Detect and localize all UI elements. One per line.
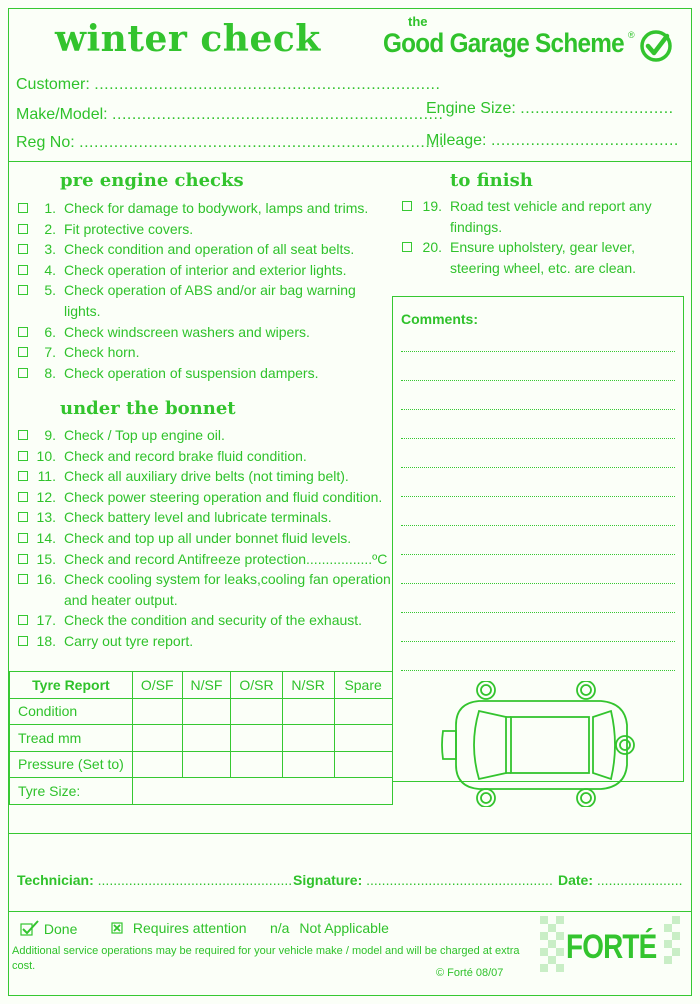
table-row: [10, 725, 393, 752]
table-cell[interactable]: [231, 725, 282, 752]
table-cell[interactable]: [182, 751, 231, 778]
item-text: Check and top up all under bonnet fluid levels.: [64, 530, 352, 546]
footer-note: Additional service operations may be required for your vehicle make / model and will be charged at extra cost.: [12, 945, 520, 972]
item-text: Check operation of suspension dampers.: [64, 364, 319, 381]
technician-field[interactable]: [17, 872, 292, 888]
checkbox[interactable]: [18, 512, 28, 522]
table-cell[interactable]: [334, 725, 392, 752]
item-number: 6.: [44, 323, 56, 340]
item-text: Carry out tyre report.: [64, 633, 194, 649]
item-number: 13.: [36, 509, 56, 526]
table-row: [10, 778, 393, 805]
item-text: Check all auxiliary drive belts (not timing belt).: [64, 468, 349, 485]
checkbox[interactable]: [18, 471, 28, 481]
row-label: Pressure (Set to): [10, 751, 133, 778]
comments-label: Comments:: [401, 311, 479, 327]
item-text: Check the condition and security of the exhaust.: [64, 612, 363, 629]
technician-label: Technician:: [17, 872, 94, 888]
table-header-cell: O/SR: [231, 672, 282, 699]
comment-line: [401, 554, 675, 555]
signature-field[interactable]: [293, 872, 553, 888]
item-text: Check battery level and lubricate terminals.: [64, 509, 332, 526]
item-text-continued: steering wheel, etc. are clean.: [450, 259, 636, 276]
row-label: Tyre Size:: [10, 778, 133, 805]
comment-line: [401, 380, 675, 381]
item-number: 5.: [44, 282, 56, 299]
item-number: 2.: [44, 220, 56, 237]
table-cell[interactable]: [182, 698, 231, 725]
table-cell[interactable]: [282, 725, 334, 752]
signature-dots: ................................................: [366, 872, 553, 888]
comment-line: [401, 351, 675, 352]
make-model-field[interactable]: [16, 106, 443, 124]
mileage-field[interactable]: [426, 132, 679, 150]
table-header-cell: N/SR: [282, 672, 334, 699]
checkbox[interactable]: [402, 242, 412, 252]
item-text: Check power steering operation and fluid condition.: [64, 488, 383, 505]
crossed-box-icon: [111, 922, 125, 934]
comment-line: [401, 525, 675, 526]
table-cell[interactable]: [132, 698, 182, 725]
checkbox[interactable]: [18, 430, 28, 440]
engine-size-dots: ...............................: [520, 100, 674, 117]
table-cell[interactable]: [182, 725, 231, 752]
item-text: Check horn.: [64, 344, 140, 361]
item-text: Check cooling system for leaks,cooling fan operation: [64, 571, 391, 588]
table-header-cell: Spare: [334, 672, 392, 699]
table-cell[interactable]: [231, 698, 282, 725]
make-model-label: Make/Model:: [16, 106, 108, 123]
item-number: 3.: [44, 241, 56, 258]
item-text-continued: findings.: [450, 218, 503, 235]
checkbox[interactable]: [18, 203, 28, 213]
tyre-divider: [9, 833, 691, 834]
checkbox[interactable]: [18, 244, 28, 254]
item-text: Check and record brake fluid condition.: [64, 447, 307, 464]
item-text-continued: lights.: [64, 302, 101, 319]
table-cell[interactable]: [231, 751, 282, 778]
table-cell[interactable]: [132, 725, 182, 752]
engine-size-field[interactable]: [426, 100, 674, 118]
item-text: Ensure upholstery, gear lever,: [450, 239, 635, 256]
item-number: 10.: [36, 447, 56, 464]
customer-field[interactable]: [16, 76, 440, 94]
customer-dots: ......................................................................: [94, 76, 441, 93]
checkbox[interactable]: [18, 451, 28, 461]
engine-size-label: Engine Size:: [426, 100, 516, 117]
item-text: Check windscreen washers and wipers.: [64, 323, 310, 340]
to-finish-title: to finish: [450, 170, 533, 191]
item-number: 14.: [36, 530, 56, 546]
date-field[interactable]: [558, 872, 682, 888]
item-number: 1.: [44, 200, 56, 216]
comment-line: [401, 641, 675, 642]
table-row: [10, 751, 393, 778]
checkbox[interactable]: [18, 533, 28, 543]
ticked-box-icon: [20, 920, 40, 936]
checkbox[interactable]: [402, 201, 412, 211]
legend-requires-attention-label: Requires attention: [132, 920, 247, 936]
table-cell[interactable]: [334, 698, 392, 725]
item-number: 20.: [422, 239, 442, 256]
car-diagram-icon: [431, 681, 641, 807]
comment-line: [401, 670, 675, 671]
copyright: © Forté 08/07: [436, 967, 504, 979]
signature-label: Signature:: [293, 872, 363, 888]
date-label: Date:: [558, 872, 594, 888]
make-model-dots: ...................................................................: [112, 106, 444, 123]
checkbox[interactable]: [18, 347, 28, 357]
legend-na-abbr: n/a: [270, 920, 290, 936]
item-text: Check condition and operation of all seat belts.: [64, 241, 355, 258]
comment-line: [401, 583, 675, 584]
table-cell[interactable]: [334, 751, 392, 778]
legend-requires-attention: [111, 920, 247, 936]
row-label: Tread mm: [10, 725, 133, 752]
table-cell[interactable]: [282, 698, 334, 725]
technician-dots: ..................................................: [97, 872, 293, 888]
item-number: 9.: [44, 427, 56, 443]
table-row: [10, 698, 393, 725]
item-text: Check / Top up engine oil.: [64, 427, 225, 443]
legend-not-applicable: [270, 920, 389, 936]
checkbox[interactable]: [18, 327, 28, 337]
item-number: 15.: [36, 550, 56, 567]
legend-done-label: Done: [43, 921, 78, 937]
logo-registered: ®: [628, 30, 635, 40]
table-header-cell: O/SF: [132, 672, 182, 699]
customer-label: Customer:: [16, 76, 90, 93]
legend-done: [20, 920, 77, 937]
date-dots: ......................: [596, 872, 683, 888]
checkbox[interactable]: [18, 368, 28, 378]
item-number: 11.: [37, 468, 56, 485]
header-divider: [9, 161, 691, 162]
reg-no-field[interactable]: [16, 134, 445, 152]
forte-brand: FORTÉ: [566, 928, 657, 966]
item-text: Fit protective covers.: [64, 220, 194, 237]
comment-line: [401, 612, 675, 613]
table-header-row: [10, 672, 393, 699]
row-label: Condition: [10, 698, 133, 725]
item-number: 8.: [44, 364, 56, 381]
logo-the: the: [408, 14, 428, 29]
checkbox[interactable]: [18, 615, 28, 625]
checkbox[interactable]: [18, 574, 28, 584]
comment-line: [401, 409, 675, 410]
item-number: 12.: [36, 488, 56, 505]
checkbox[interactable]: [18, 554, 28, 564]
checkbox[interactable]: [18, 224, 28, 234]
under-bonnet-title: under the bonnet: [60, 398, 236, 419]
comment-line: [401, 496, 675, 497]
check-circle-icon: [638, 28, 674, 64]
reg-no-dots: ..........................................................................: [79, 134, 446, 151]
item-text: Check and record Antifreeze protection.................ºC: [64, 550, 388, 567]
table-header-cell: Tyre Report: [10, 672, 133, 699]
item-text: Road test vehicle and report any: [450, 198, 652, 214]
checkbox[interactable]: [18, 492, 28, 502]
table-cell[interactable]: [282, 751, 334, 778]
item-number: 4.: [44, 261, 56, 278]
item-number: 16.: [36, 571, 56, 588]
legend-na-label: Not Applicable: [299, 920, 389, 936]
pre-engine-title: pre engine checks: [60, 170, 244, 191]
table-cell[interactable]: [132, 751, 182, 778]
item-text: Check operation of ABS and/or air bag warning: [64, 282, 356, 299]
item-number: 17.: [36, 612, 56, 629]
item-text: Check operation of interior and exterior lights.: [64, 261, 347, 278]
tyre-report-table: [9, 671, 393, 805]
checkbox[interactable]: [18, 265, 28, 275]
item-text-continued: and heater output.: [64, 591, 178, 608]
mileage-dots: ......................................: [490, 132, 679, 149]
checkbox[interactable]: [18, 285, 28, 295]
tyre-size-cell[interactable]: [132, 778, 392, 805]
comments-box[interactable]: [392, 296, 684, 782]
form-title: winter check: [55, 18, 321, 60]
item-number: 7.: [44, 344, 56, 361]
signoff-divider: [9, 911, 691, 912]
mileage-label: Mileage:: [426, 132, 487, 149]
comment-line: [401, 438, 675, 439]
comment-line: [401, 467, 675, 468]
item-text: Check for damage to bodywork, lamps and trims.: [64, 200, 369, 216]
reg-no-label: Reg No:: [16, 134, 75, 151]
logo-name: Good Garage Scheme: [383, 28, 624, 58]
checkbox[interactable]: [18, 636, 28, 646]
table-header-cell: N/SF: [182, 672, 231, 699]
item-number: 19.: [422, 198, 442, 214]
item-number: 18.: [36, 633, 56, 649]
